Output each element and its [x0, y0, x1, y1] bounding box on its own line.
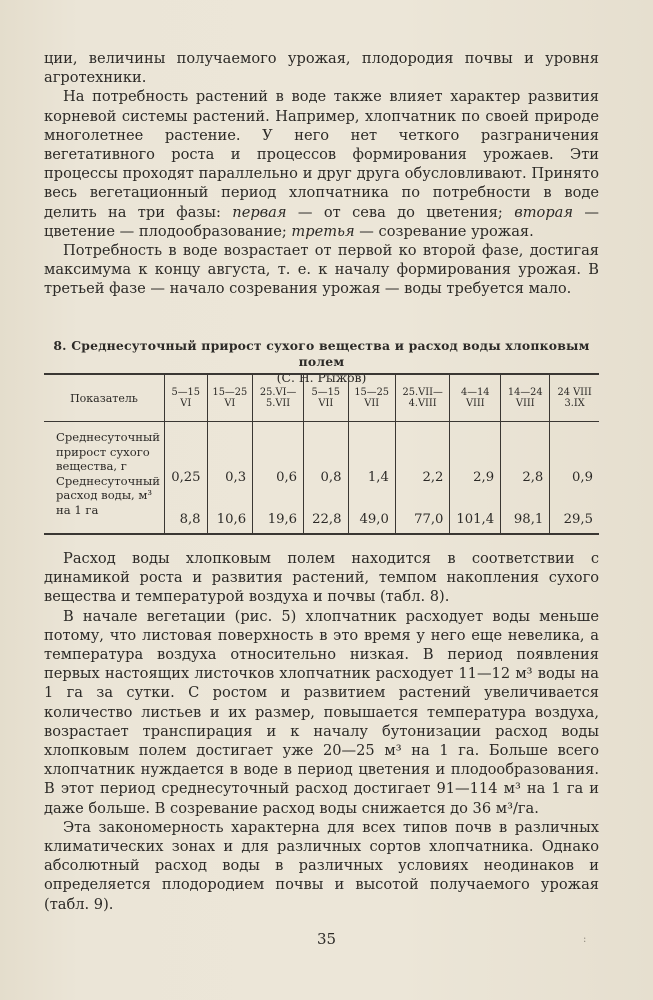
cell-water-use: 98,1	[513, 511, 544, 527]
phase-second-text: — цветение — плодообразование;	[44, 203, 600, 240]
header-label: Показатель	[44, 374, 164, 422]
table-cell	[550, 422, 599, 534]
row-labels	[44, 422, 164, 534]
column-header: 15—25 VI	[207, 374, 253, 422]
cell-dry-matter: 0,25	[171, 469, 201, 485]
phase-second: вторая	[514, 203, 574, 221]
column-header: 15—25 VII	[348, 374, 395, 422]
cell-water-use: 29,5	[563, 511, 593, 527]
page-number: 35	[316, 930, 337, 948]
paragraph-water-need: Потребность в воде возрастает от первой ко второй фазе, достигая максимума к концу августа, т. е. к началу формирования урожая. В третьей фазе — начало созревания урожая — воды требуется мало.	[44, 242, 599, 298]
table-cell	[207, 422, 253, 534]
cell-dry-matter: 0,3	[225, 469, 247, 485]
table-row	[44, 422, 599, 534]
top-text-block	[44, 49, 599, 299]
cell-water-use: 10,6	[216, 511, 247, 527]
table-cell	[450, 422, 501, 534]
column-header: 24 VIII 3.IX	[550, 374, 599, 422]
cell-dry-matter: 0,6	[276, 469, 298, 485]
row2-label: Среднесуточный расход воды, м³ на 1 га	[56, 473, 160, 517]
column-header: 25.VI—5.VII	[253, 374, 304, 422]
cell-water-use: 8,8	[179, 511, 201, 527]
row1-label: Среднесуточный прирост сухого вещества, г	[56, 430, 160, 474]
column-header: 4—14 VIII	[450, 374, 501, 422]
paragraph-continuation: ции, величины получаемого урожая, плодородия почвы и уровня агротехники.	[44, 50, 599, 87]
column-header: 14—24 VIII	[501, 374, 550, 422]
phase-third-text: — созревание урожая.	[354, 222, 534, 240]
data-table	[44, 373, 599, 535]
table-cell	[395, 422, 450, 534]
column-header: 5—15 VII	[304, 374, 348, 422]
bottom-text-block	[44, 549, 599, 914]
cell-water-use: 19,6	[267, 511, 298, 527]
table-cell	[164, 422, 207, 534]
cell-water-use: 49,0	[359, 511, 389, 527]
phase-first-text: — от сева до цветения;	[286, 203, 515, 221]
paragraph-regularity: Эта закономерность характерна для всех типов почв в различных климатических зонах и для различных сортов хлопчатника. Однако абсолютный расход воды в различных условиях неодинаков и определяется плодородием почвы и высотой получаемого урожая (табл. 9).	[44, 818, 599, 913]
table-cell	[348, 422, 395, 534]
table-title: 8. Среднесуточный прирост сухого вещества и расход воды хлопковым полем	[53, 338, 590, 369]
cell-water-use: 77,0	[414, 511, 444, 527]
cell-dry-matter: 0,9	[572, 469, 593, 485]
column-header: 5—15 VI	[164, 374, 207, 422]
table-cell	[304, 422, 348, 534]
cell-water-use: 22,8	[312, 511, 342, 527]
column-header: 25.VII—4.VIII	[395, 374, 450, 422]
table-source: (С. Н. Рыжов)	[276, 370, 367, 385]
cell-dry-matter: 2,8	[522, 469, 544, 485]
paragraph-text: На потребность растений в воде также влияет характер развития корневой системы растений. Например, хлопчатник по своей природе многолетнее растение. У него нет четкого разграничения вегетативного роста и процессов формирования урожаев. Эти процессы проходят параллельно и друг друга обусловливают. Принято весь вегетационный период хлопчатника по потребности в воде делить на три фазы:	[44, 88, 599, 221]
paragraph-water-dynamics: Расход воды хлопковым полем находится в соответствии с динамикой роста и развития растений, темпом накопления сухого вещества и температурой воздуха и почвы (табл. 8).	[44, 550, 599, 606]
cell-dry-matter: 0,8	[320, 469, 342, 485]
cell-dry-matter: 1,4	[367, 469, 389, 485]
table-cell	[501, 422, 550, 534]
table-cell	[253, 422, 304, 534]
paragraph-vegetation: В начале вегетации (рис. 5) хлопчатник расходует воды меньше потому, что листовая поверхность в это время у него еще невелика, а температура воздуха относительно низкая. В период появления первых настоящих листочков хлопчатник расходует 11—12 м³ воды на 1 га за сутки. С ростом и развитием растений увеличивается количество листьев и их размер, повышается температура воздуха, возрастает транспирация и к началу бутонизации расход воды хлопковым полем достигает уже 20—25 м³ на 1 га. Больше всего хлопчатник нуждается в воде в период цветения и плодообразования. В этот период среднесуточный расход достигает 91—114 м³ на 1 га и даже больше. В созревание расход воды снижается до 36 м³/га.	[44, 607, 599, 817]
cell-dry-matter: 2,2	[422, 469, 444, 485]
margin-mark: :	[583, 934, 587, 945]
phase-third: третья	[291, 222, 355, 240]
phase-first: первая	[232, 203, 287, 221]
paragraph-cotton-phases	[44, 87, 599, 241]
cell-water-use: 101,4	[456, 511, 495, 527]
table-header-row	[44, 374, 599, 422]
cell-dry-matter: 2,9	[473, 469, 495, 485]
